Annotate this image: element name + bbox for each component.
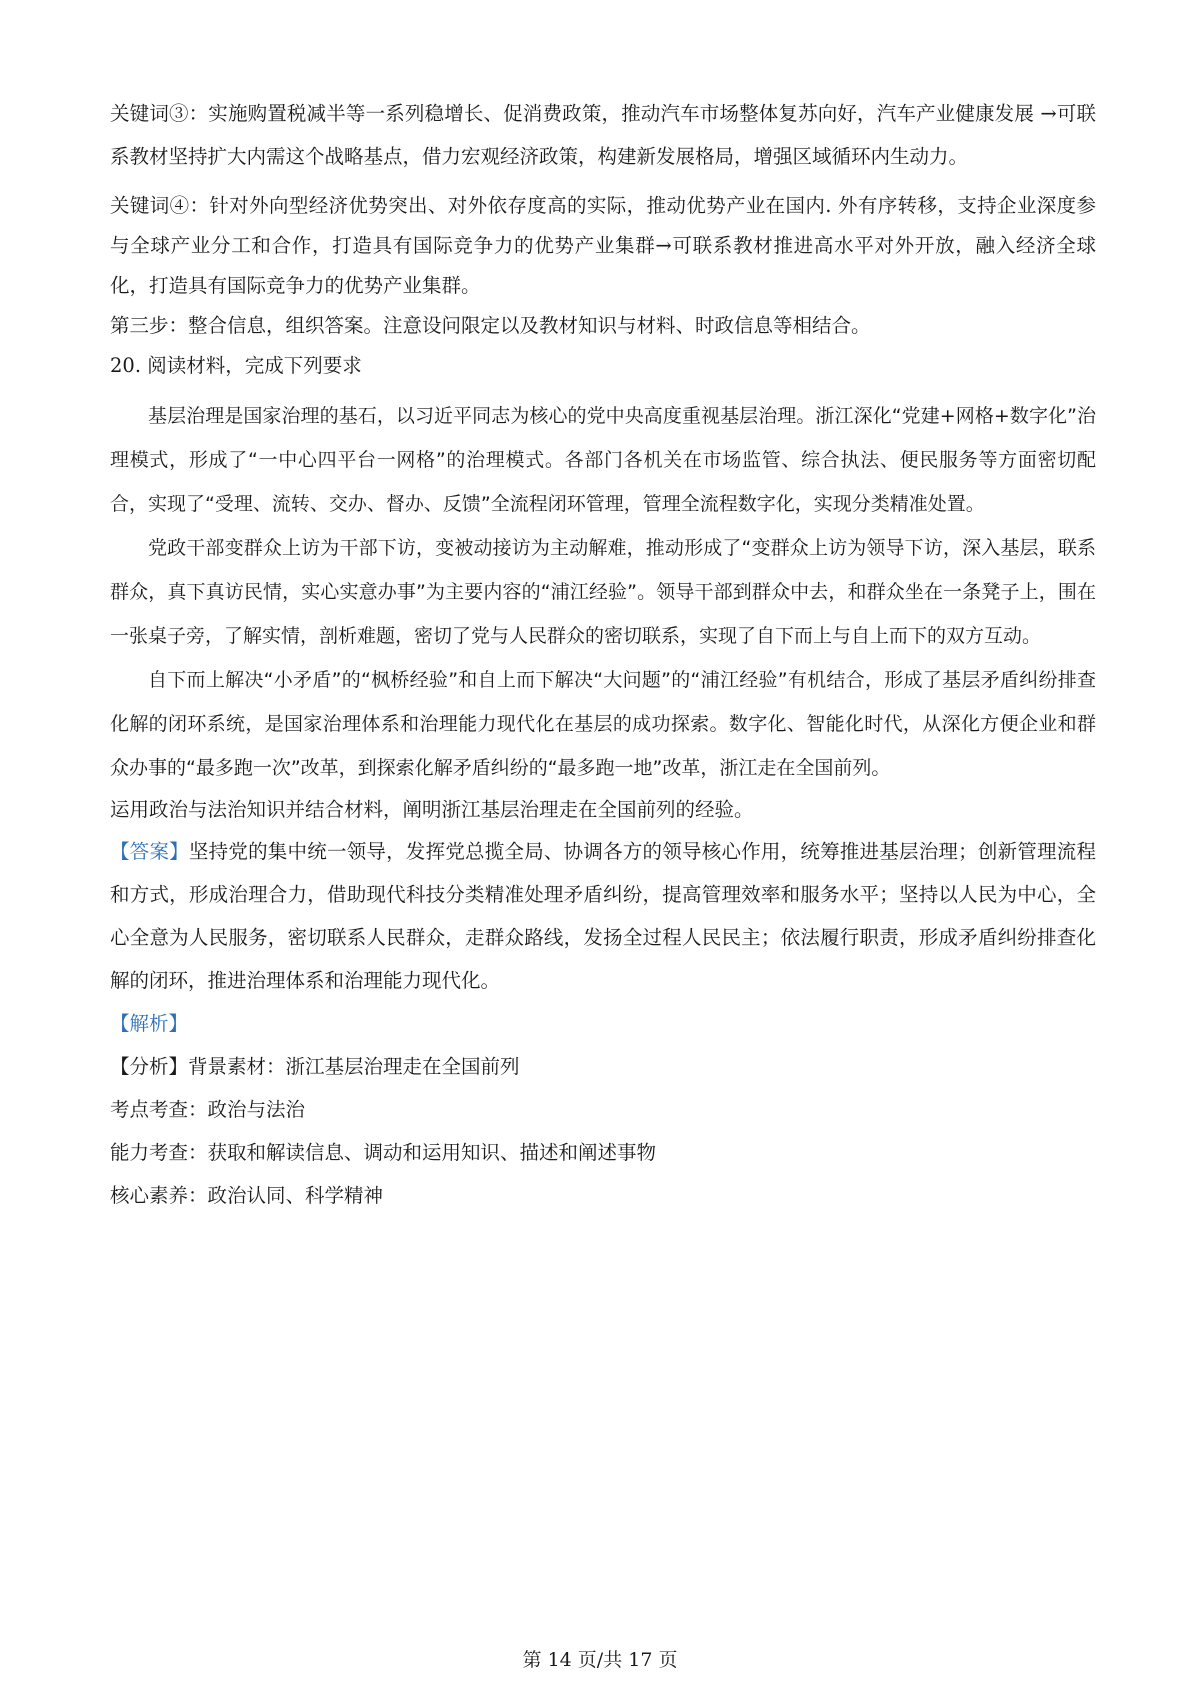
analysis-literacy: 核心素养：政治认同、科学精神 — [110, 1184, 384, 1207]
analysis-tag-label: 【解析】 — [110, 1012, 189, 1035]
keyword3-paragraph: 关键词③：实施购置税减半等一系列稳增长、促消费政策，推动汽车市场整体复苏向好，汽车产业健康发展 →可联系教材坚持扩大内需这个战略基点，借力宏观经济政策，构建新发展格局，增强区域循环内生动力。 — [110, 102, 1096, 168]
analysis-tag — [110, 1002, 1096, 1045]
analysis-background: 【分析】背景素材：浙江基层治理走在全国前列 — [110, 1055, 520, 1078]
answer-text: 坚持党的集中统一领导，发挥党总揽全局、协调各方的领导核心作用，统筹推进基层治理；创新管理流程和方式，形成治理合力，借助现代科技分类精准处理矛盾纠纷，提高管理效率和服务水平；坚持以人民为中心，全心全意为人民服务，密切联系人民群众，走群众路线，发扬全过程人民民主；依法履行职责，形成矛盾纠纷排查化解的闭环，推进治理体系和治理能力现代化。 — [110, 840, 1096, 992]
question20-title: 20. 阅读材料，完成下列要求 — [110, 354, 362, 377]
keyword4-paragraph: 关键词④：针对外向型经济优势突出、对外依存度高的实际，推动优势产业在国内. 外有序转移，支持企业深度参与全球产业分工和合作，打造具有国际竞争力的优势产业集群→可联系教材推进高水平对外开放，融入经济全球化，打造具有国际竞争力的优势产业集群。 — [110, 194, 1096, 297]
step3-paragraph: 第三步：整合信息，组织答案。注意设问限定以及教材知识与材料、时政信息等相结合。 — [110, 314, 871, 337]
material-paragraph-3: 自下而上解决“小矛盾”的“枫桥经验”和自上而下解决“大问题”的“浦江经验”有机结合，形成了基层矛盾纠纷排查化解的闭环系统，是国家治理体系和治理能力现代化在基层的成功探索。数字化、智能化时代，从深化方便企业和群众办事的“最多跑一次”改革，到探索化解矛盾纠纷的“最多跑一地”改革，浙江走在全国前列。 — [110, 669, 1096, 779]
page-footer: 第 14 页/共 17 页 — [522, 1649, 678, 1671]
material-paragraph-1: 基层治理是国家治理的基石，以习近平同志为核心的党中央高度重视基层治理。浙江深化“党建+网格+数字化”治理模式，形成了“一中心四平台一网格”的治理模式。各部门各机关在市场监管、综合执法、便民服务等方面密切配合，实现了“受理、流转、交办、督办、反馈”全流程闭环管理，管理全流程数字化，实现分类精准处置。 — [110, 405, 1096, 515]
material-paragraph-2: 党政干部变群众上访为干部下访，变被动接访为主动解难，推动形成了“变群众上访为领导下访，深入基层，联系群众，真下真访民情，实心实意办事”为主要内容的“浦江经验”。领导干部到群众中去，和群众坐在一条凳子上，围在一张桌子旁，了解实情，剖析难题，密切了党与人民群众的密切联系，实现了自下而上与自上而下的双方互动。 — [110, 537, 1096, 647]
answer-paragraph — [110, 830, 1096, 1002]
answer-tag: 【答案】 — [110, 840, 189, 863]
analysis-topic: 考点考查：政治与法治 — [110, 1098, 306, 1121]
analysis-ability: 能力考查：获取和解读信息、调动和运用知识、描述和阐述事物 — [110, 1141, 657, 1164]
question20-requirement: 运用政治与法治知识并结合材料，阐明浙江基层治理走在全国前列的经验。 — [110, 798, 754, 821]
document-body — [110, 92, 1096, 1217]
